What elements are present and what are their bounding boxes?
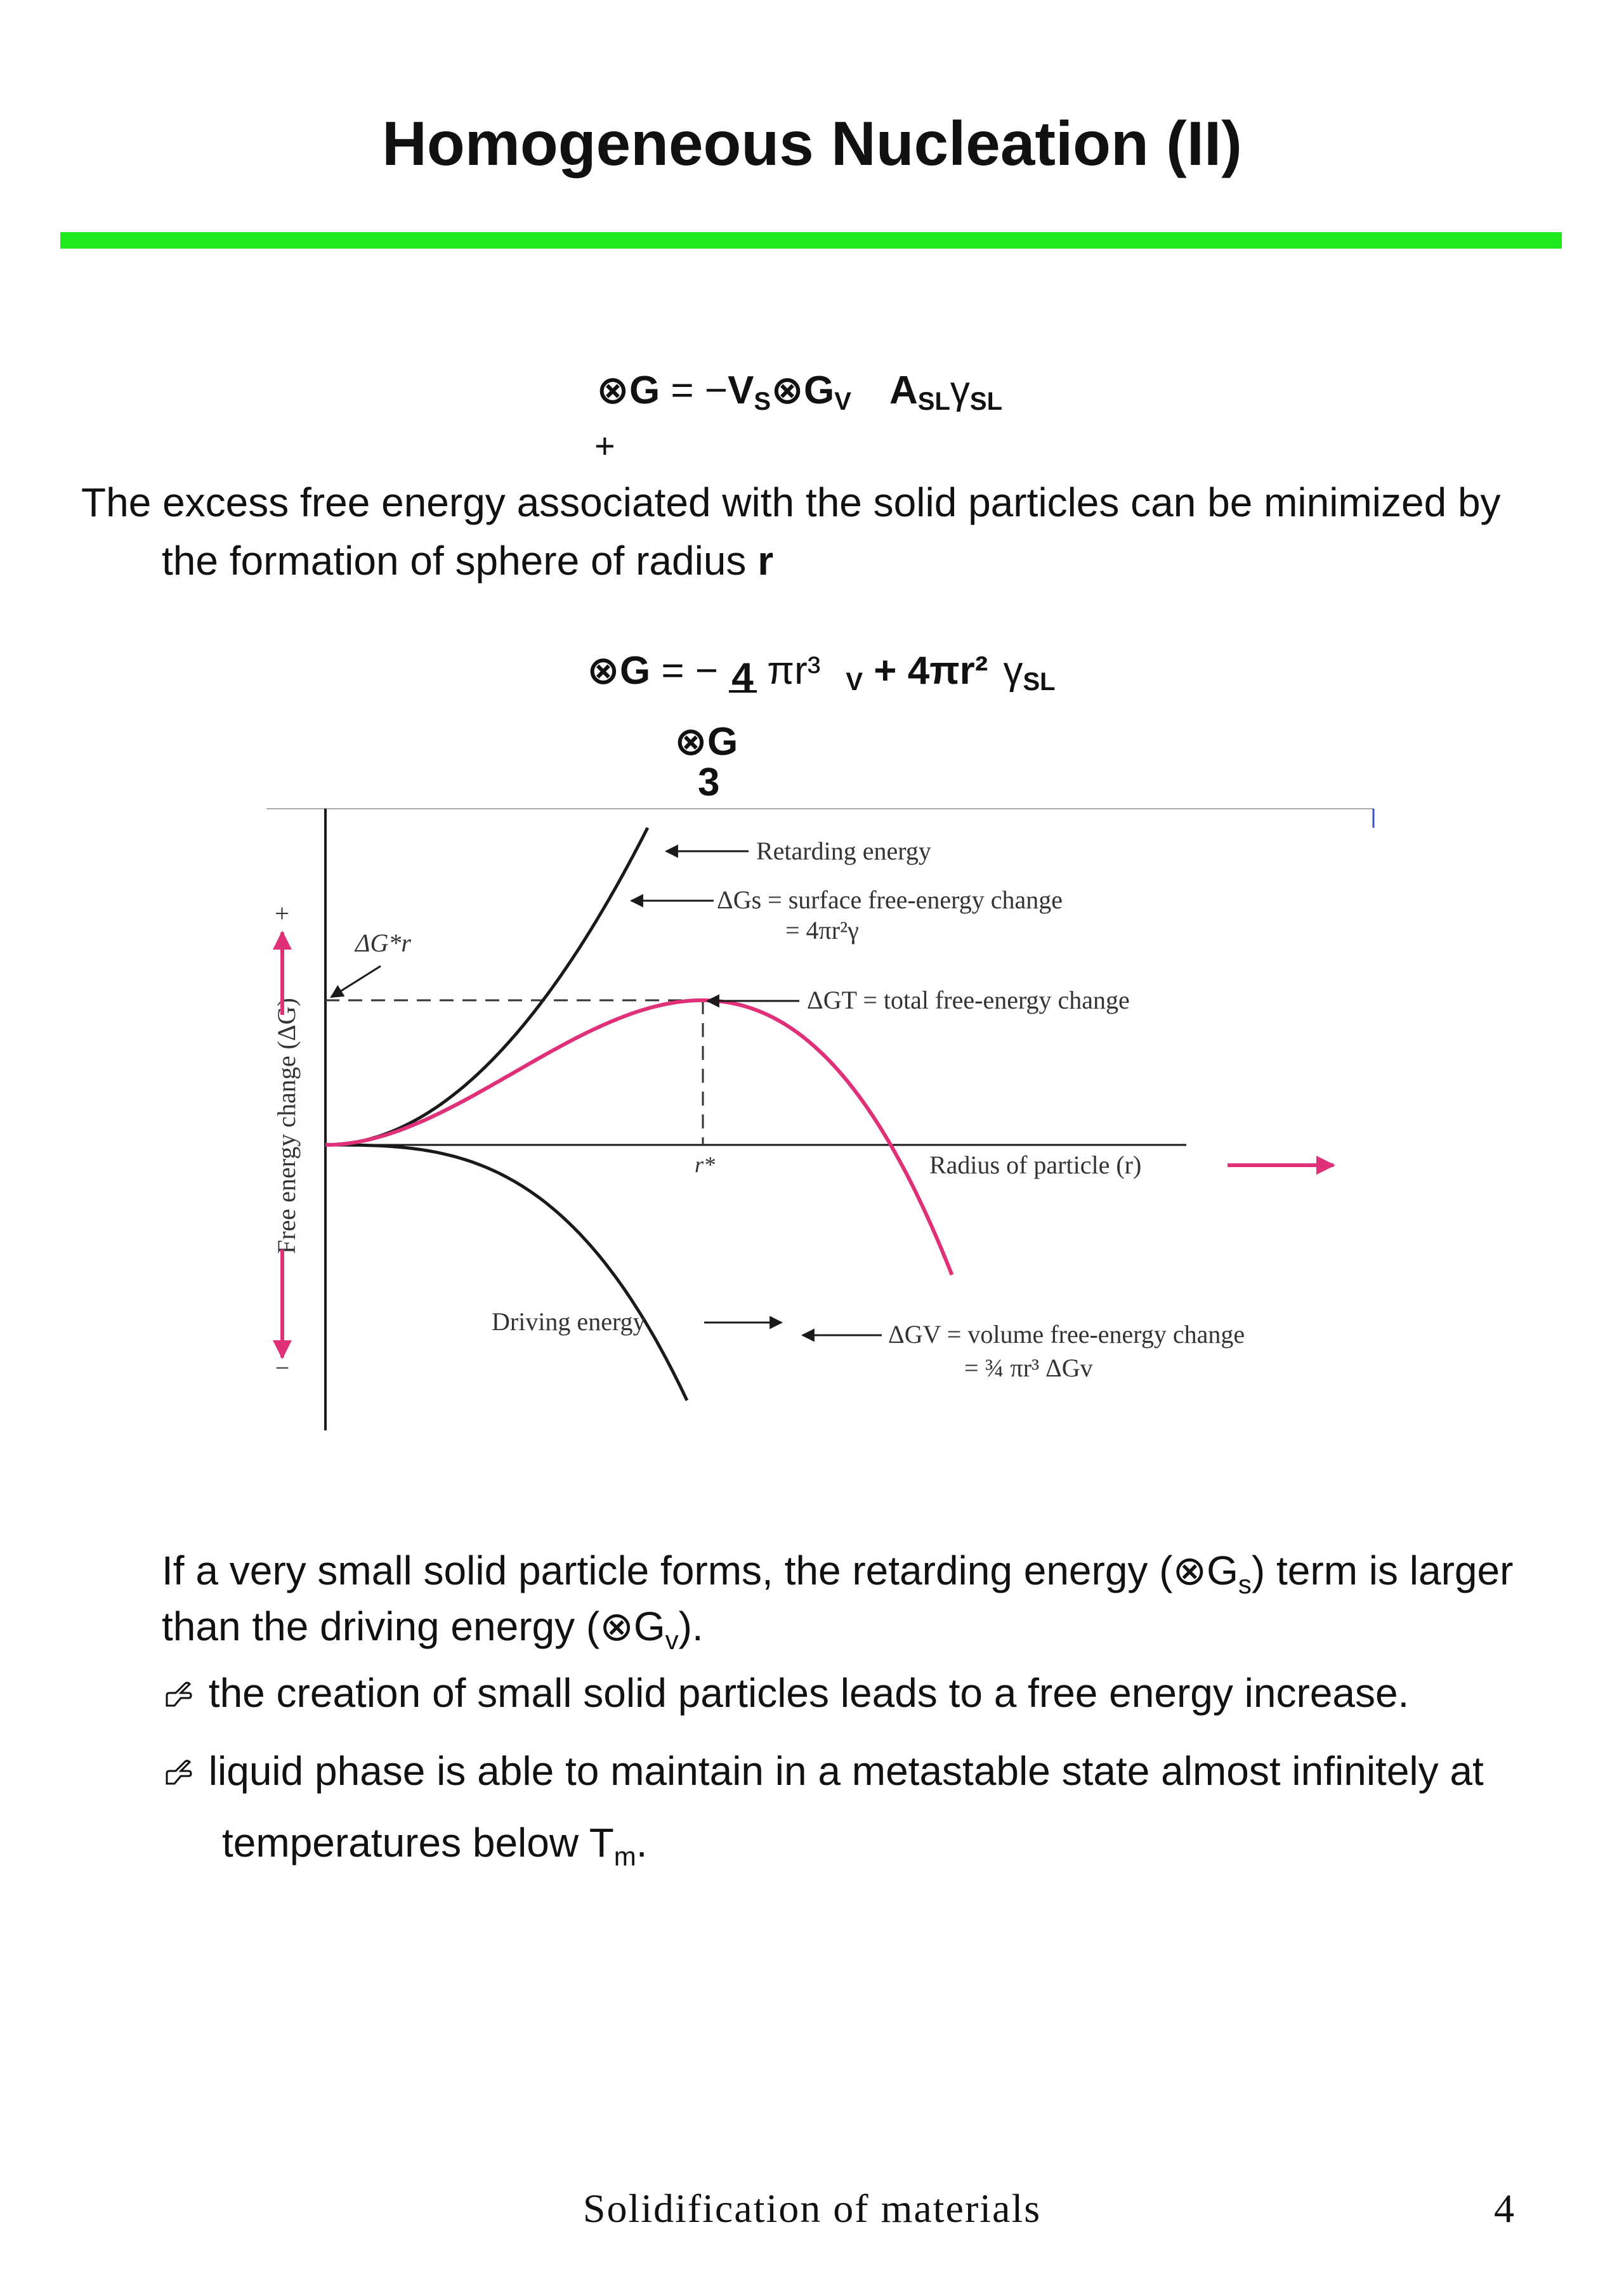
eq2-numerator: 4 bbox=[731, 655, 754, 699]
eq1-plus: + bbox=[594, 426, 615, 466]
bullet-1-text: the creation of small solid particles leads to a free energy increase. bbox=[208, 1670, 1410, 1716]
footer-title: Solidification of materials bbox=[582, 2186, 1042, 2231]
eq2-equals: = − bbox=[650, 649, 719, 693]
volume-label-line-1: ΔGV = volume free-energy change bbox=[888, 1320, 1245, 1349]
y-minus-sign: − bbox=[275, 1354, 290, 1382]
explanation-line-2-sub: v bbox=[665, 1625, 679, 1655]
explanation-line-1a: If a very small solid particle forms, the retarding energy (⊗G bbox=[162, 1548, 1238, 1593]
hand-pointer-icon bbox=[162, 1754, 197, 1790]
surface-label-line-1: ΔGs = surface free-energy change bbox=[717, 885, 1063, 914]
eq2-denominator-text: 3 bbox=[698, 761, 720, 804]
bullet-2-cont-end: . bbox=[636, 1820, 648, 1865]
bullet-item-2 bbox=[162, 1748, 1484, 1794]
y-plus-sign: + bbox=[268, 906, 296, 921]
critical-energy-arrow bbox=[331, 966, 381, 997]
eq1-equals: = − bbox=[660, 369, 728, 412]
eq2-dg: ⊗G bbox=[587, 649, 651, 693]
critical-energy-label: ΔG*r bbox=[355, 929, 411, 957]
explanation-line-1-sub: s bbox=[1238, 1569, 1252, 1599]
volume-energy-curve bbox=[325, 1145, 687, 1401]
bullet-item-1 bbox=[162, 1669, 1409, 1716]
x-axis-label: Radius of particle (r) bbox=[929, 1151, 1142, 1179]
explanation-line-2 bbox=[162, 1597, 704, 1669]
explanation-line-2a: than the driving energy (⊗G bbox=[162, 1604, 665, 1649]
bullet-2-cont-sub: m bbox=[613, 1841, 636, 1871]
retarding-energy-label: Retarding energy bbox=[756, 837, 931, 865]
eq2-v-sub: V bbox=[846, 668, 863, 696]
eq2-plus-term: + 4πr² bbox=[863, 649, 988, 693]
eq1-asl-sub: SL bbox=[917, 388, 950, 415]
eq1-gamma: γ bbox=[950, 369, 970, 412]
volume-label-line-2: = ¾ πr³ ΔGv bbox=[964, 1354, 1093, 1382]
total-energy-curve bbox=[325, 1000, 952, 1275]
surface-label-line-2: = 4πr²γ bbox=[785, 916, 859, 944]
surface-energy-curve bbox=[325, 828, 648, 1145]
eq2-gamma: γ bbox=[1003, 649, 1023, 693]
paragraph-line-2-text: the formation of sphere of radius bbox=[162, 538, 758, 584]
eq2-pir3: πr³ bbox=[767, 649, 821, 693]
explanation-line-1b: ) term is larger bbox=[1251, 1548, 1514, 1593]
eq1-dg: ⊗G bbox=[596, 369, 660, 412]
page-number: 4 bbox=[1494, 2186, 1514, 2231]
total-label: ΔGT = total free-energy change bbox=[807, 986, 1130, 1014]
bullet-2-text: liquid phase is able to maintain in a metastable state almost infinitely at bbox=[208, 1748, 1484, 1794]
y-axis-label: Free energy change (ΔG) bbox=[272, 998, 301, 1254]
paragraph-line-1: The excess free energy associated with the solid particles can be minimized by bbox=[81, 480, 1501, 525]
eq1-vs-sub: S bbox=[754, 388, 771, 415]
bullet-2-cont-text: temperatures below T bbox=[222, 1820, 614, 1865]
critical-radius-label: r* bbox=[695, 1152, 716, 1177]
eq1-dgv: ⊗G bbox=[771, 369, 835, 412]
slide-title: Homogeneous Nucleation (II) bbox=[382, 108, 1242, 178]
eq1-dgv-sub: V bbox=[834, 388, 851, 415]
driving-energy-label: Driving energy bbox=[492, 1307, 646, 1336]
bullet-2-continuation bbox=[222, 1819, 648, 1872]
eq2-dg-below-text: ⊗G bbox=[674, 720, 738, 764]
hand-pointer-icon bbox=[162, 1676, 197, 1712]
radius-symbol: r bbox=[757, 538, 774, 584]
explanation-line-2b: ). bbox=[678, 1604, 704, 1649]
eq2-gamma-sub: SL bbox=[1023, 668, 1056, 696]
eq1-vs: V bbox=[728, 369, 754, 412]
eq1-asl: A bbox=[889, 369, 918, 412]
eq1-gamma-sub: SL bbox=[969, 388, 1003, 415]
